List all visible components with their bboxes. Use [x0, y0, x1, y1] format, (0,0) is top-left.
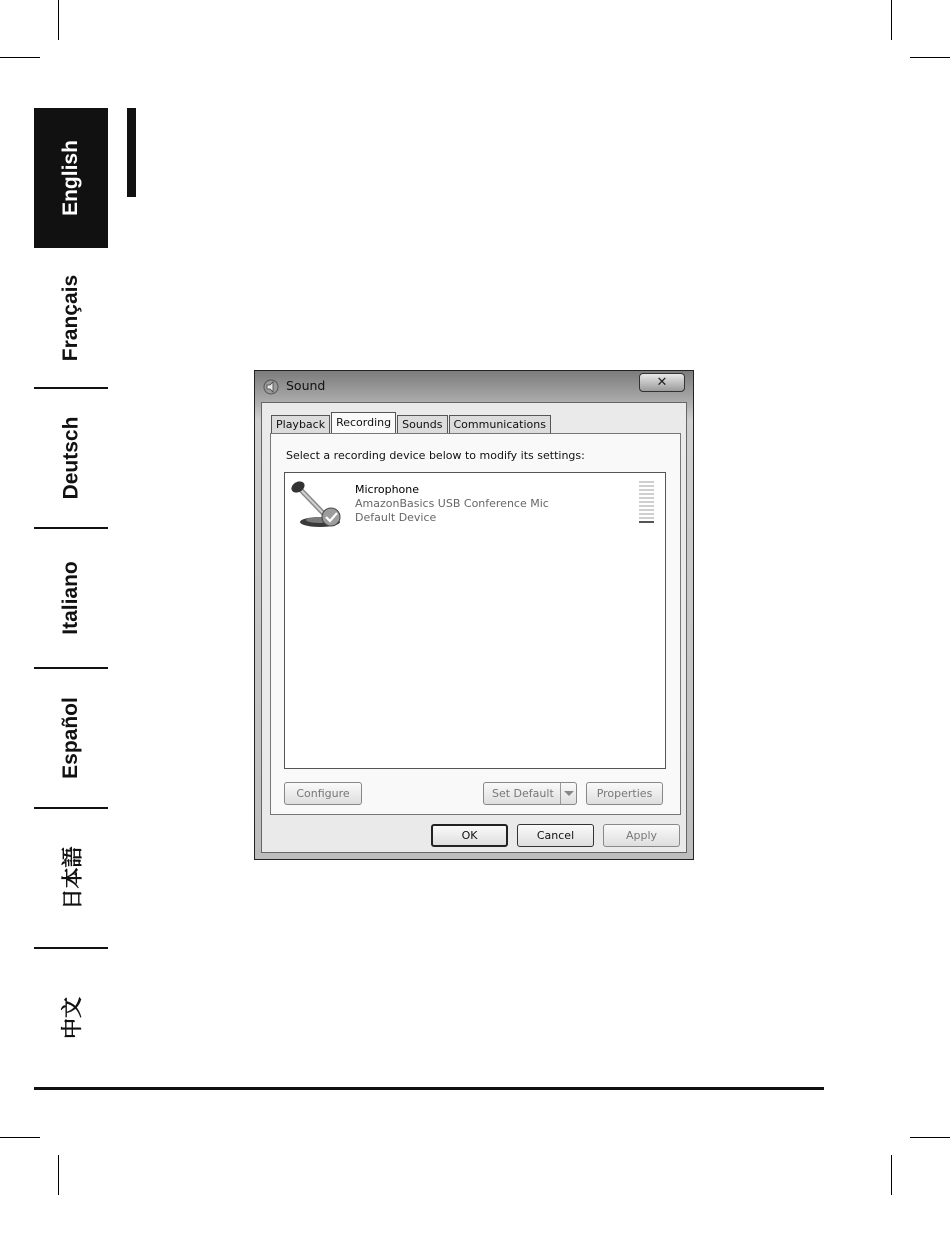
lang-tab-chinese[interactable]	[34, 948, 108, 1088]
level-segment	[639, 501, 654, 503]
tab-playback[interactable]: Playback	[271, 415, 330, 433]
chevron-down-icon[interactable]	[560, 783, 576, 804]
level-segment	[639, 485, 654, 487]
cancel-button[interactable]: Cancel	[517, 824, 594, 847]
lang-label: Français	[59, 274, 83, 362]
lang-label: Deutsch	[59, 416, 83, 500]
tab-sounds[interactable]: Sounds	[397, 415, 447, 433]
level-segment	[639, 517, 654, 519]
lang-label: 日本語	[61, 846, 84, 910]
set-default-button[interactable]	[483, 782, 577, 805]
crop-mark	[0, 57, 40, 58]
lang-label: Italiano	[58, 561, 82, 635]
level-segment	[639, 513, 654, 515]
lang-label: 中文	[61, 997, 84, 1039]
crop-mark	[891, 0, 892, 40]
ok-button[interactable]: OK	[431, 824, 508, 847]
dialog-title: Sound	[286, 378, 326, 393]
level-segment	[639, 505, 654, 507]
crop-mark	[0, 1137, 40, 1138]
speaker-icon	[263, 379, 279, 395]
level-segment	[639, 521, 654, 523]
device-list[interactable]	[284, 472, 666, 769]
level-segment	[639, 497, 654, 499]
tab-communications[interactable]: Communications	[449, 415, 551, 433]
device-description: AmazonBasics USB Conference Mic	[355, 497, 549, 510]
close-icon: ✕	[656, 375, 668, 390]
lang-tab-deutsch[interactable]	[34, 388, 108, 528]
lang-tab-francais[interactable]	[34, 248, 108, 388]
section-marker	[127, 108, 136, 197]
sound-dialog	[254, 370, 694, 860]
device-status: Default Device	[355, 511, 437, 524]
tab-recording[interactable]: Recording	[331, 412, 396, 434]
crop-mark	[58, 1155, 59, 1195]
crop-mark	[891, 1155, 892, 1195]
set-default-label: Set Default	[492, 787, 554, 800]
lang-tab-italiano[interactable]	[34, 528, 108, 668]
lang-tab-japanese[interactable]	[34, 808, 108, 948]
dialog-client	[261, 402, 687, 853]
level-meter	[639, 481, 654, 525]
level-segment	[639, 509, 654, 511]
crop-mark	[58, 0, 59, 40]
instruction-text: Select a recording device below to modify its settings:	[286, 449, 585, 462]
lang-label: English	[59, 140, 82, 216]
title-bar[interactable]	[255, 371, 693, 401]
recording-panel	[270, 433, 681, 815]
close-button[interactable]	[639, 373, 685, 392]
configure-button[interactable]: Configure	[284, 782, 362, 805]
properties-button[interactable]: Properties	[586, 782, 663, 805]
level-segment	[639, 481, 654, 483]
crop-mark	[910, 57, 950, 58]
device-item-microphone[interactable]	[285, 473, 665, 535]
lang-tab-espanol[interactable]	[34, 668, 108, 808]
level-segment	[639, 489, 654, 491]
device-name: Microphone	[355, 483, 420, 496]
lang-tab-english[interactable]	[34, 108, 108, 248]
bottom-rule	[34, 1087, 824, 1090]
lang-label: Español	[59, 697, 82, 779]
level-segment	[639, 493, 654, 495]
crop-mark	[910, 1137, 950, 1138]
microphone-icon	[290, 478, 344, 530]
tab-strip	[271, 413, 552, 433]
apply-button[interactable]: Apply	[603, 824, 680, 847]
